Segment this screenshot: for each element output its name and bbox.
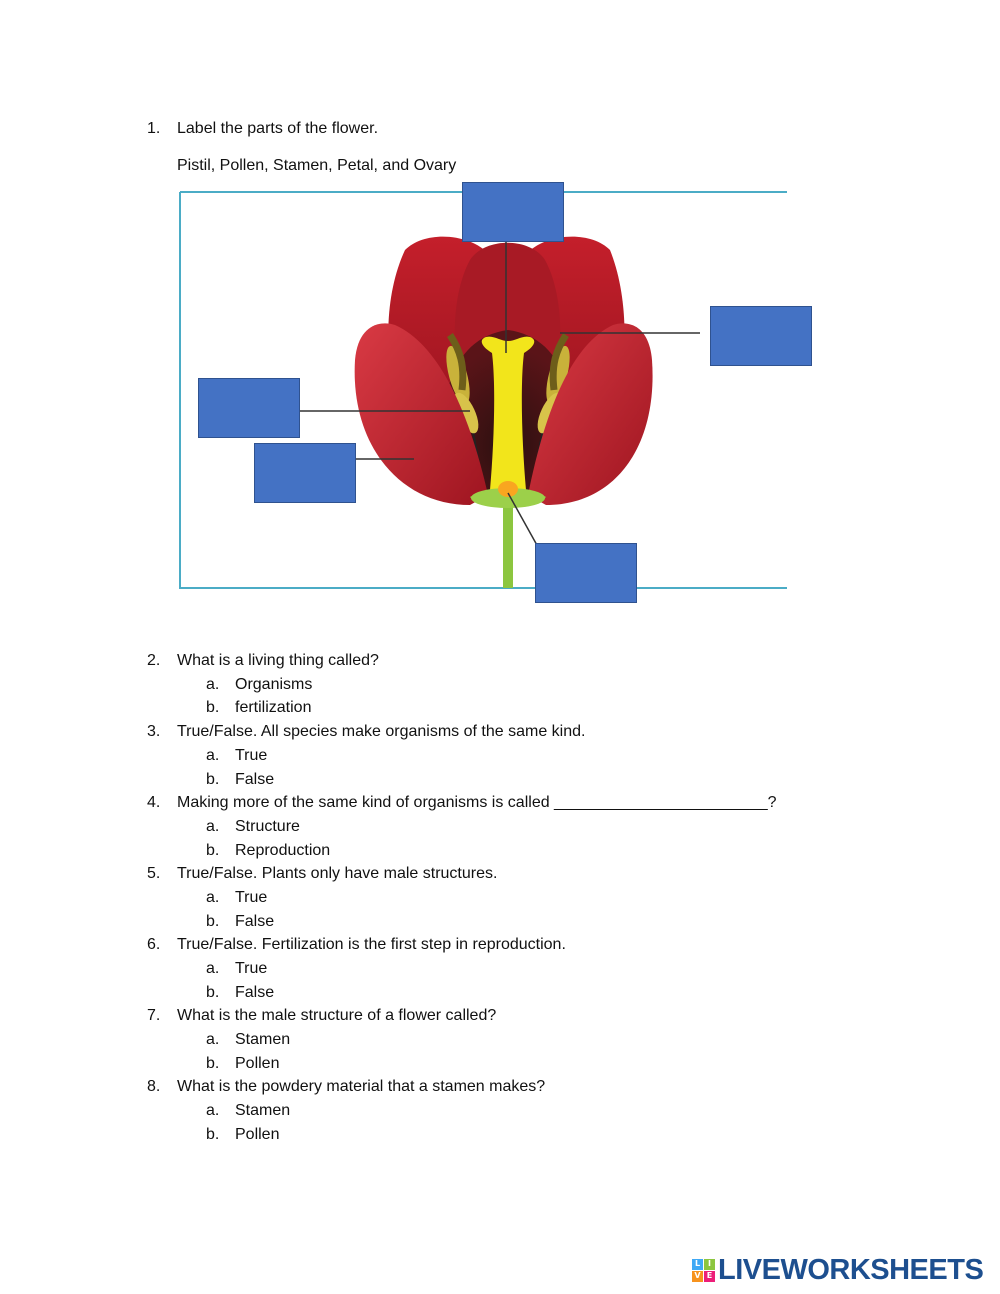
question-number: 2.	[147, 652, 161, 669]
question-number: 7.	[147, 1007, 161, 1024]
label-box-left-lower[interactable]	[254, 443, 356, 503]
logo-tiles-icon	[692, 1259, 715, 1282]
option[interactable]	[206, 983, 274, 1003]
option-text: Pollen	[235, 1126, 280, 1143]
option-letter: b.	[206, 913, 220, 930]
stem	[503, 505, 513, 588]
option-text: Reproduction	[235, 842, 331, 859]
option-letter: b.	[206, 1126, 220, 1143]
option-letter: a.	[206, 747, 220, 764]
option[interactable]	[206, 770, 274, 790]
label-box-right[interactable]	[710, 306, 812, 366]
option[interactable]	[206, 817, 300, 837]
logo-tile: I	[704, 1259, 715, 1270]
option-text: Stamen	[235, 1102, 291, 1119]
option-letter: a.	[206, 889, 220, 906]
option-text: False	[235, 984, 275, 1001]
question-6	[147, 935, 566, 955]
logo-tile: E	[704, 1271, 715, 1282]
question-text: What is the powdery material that a stamen makes?	[177, 1078, 546, 1095]
question-text: What is the male structure of a flower called?	[177, 1007, 497, 1024]
label-box-bottom[interactable]	[535, 543, 637, 603]
option-letter: a.	[206, 676, 220, 693]
logo-tile: L	[692, 1259, 703, 1270]
option-letter: a.	[206, 960, 220, 977]
option-letter: a.	[206, 818, 220, 835]
logo-text: LIVEWORKSHEETS	[718, 1253, 984, 1286]
option-letter: a.	[206, 1102, 220, 1119]
option[interactable]	[206, 746, 267, 766]
label-box-top[interactable]	[462, 182, 564, 242]
option-text: True	[235, 960, 268, 977]
question-number: 4.	[147, 794, 161, 811]
question-text: True/False. All species make organisms of the same kind.	[177, 723, 586, 740]
question-text: Making more of the same kind of organisms is called ________________________?	[177, 794, 777, 811]
option[interactable]	[206, 1030, 290, 1050]
option-text: fertilization	[235, 699, 312, 716]
flower-diagram	[170, 175, 830, 620]
option[interactable]	[206, 698, 311, 718]
question-3	[147, 722, 585, 742]
option-text: True	[235, 889, 268, 906]
question-number: 3.	[147, 723, 161, 740]
option[interactable]	[206, 888, 267, 908]
option-text: Stamen	[235, 1031, 291, 1048]
question-number: 8.	[147, 1078, 161, 1095]
option[interactable]	[206, 959, 267, 979]
option-letter: b.	[206, 842, 220, 859]
option[interactable]	[206, 912, 274, 932]
question-7	[147, 1006, 496, 1026]
option-text: Organisms	[235, 676, 313, 693]
question-number: 1.	[147, 120, 161, 137]
option-text: Pollen	[235, 1055, 280, 1072]
question-text: Label the parts of the flower.	[177, 120, 379, 137]
option-text: False	[235, 771, 275, 788]
option-letter: a.	[206, 1031, 220, 1048]
option-text: True	[235, 747, 268, 764]
question-text: What is a living thing called?	[177, 652, 379, 669]
option-text: False	[235, 913, 275, 930]
option[interactable]	[206, 1125, 279, 1145]
option-letter: b.	[206, 771, 220, 788]
question-number: 5.	[147, 865, 161, 882]
question-4	[147, 793, 777, 813]
question-text: True/False. Plants only have male structures.	[177, 865, 498, 882]
question-5	[147, 864, 497, 884]
option[interactable]	[206, 675, 312, 695]
option[interactable]	[206, 841, 330, 861]
question-text: True/False. Fertilization is the first step in reproduction.	[177, 936, 566, 953]
question-8	[147, 1077, 545, 1097]
question-number: 6.	[147, 936, 161, 953]
liveworksheets-logo	[692, 1253, 983, 1287]
option[interactable]	[206, 1101, 290, 1121]
question-2	[147, 651, 379, 671]
logo-tile: V	[692, 1271, 703, 1282]
label-box-left-upper[interactable]	[198, 378, 300, 438]
option-text: Structure	[235, 818, 300, 835]
option-letter: b.	[206, 984, 220, 1001]
option-letter: b.	[206, 1055, 220, 1072]
word-bank: Pistil, Pollen, Stamen, Petal, and Ovary	[177, 157, 457, 174]
option-letter: b.	[206, 699, 220, 716]
option[interactable]	[206, 1054, 279, 1074]
question-1	[147, 119, 378, 139]
